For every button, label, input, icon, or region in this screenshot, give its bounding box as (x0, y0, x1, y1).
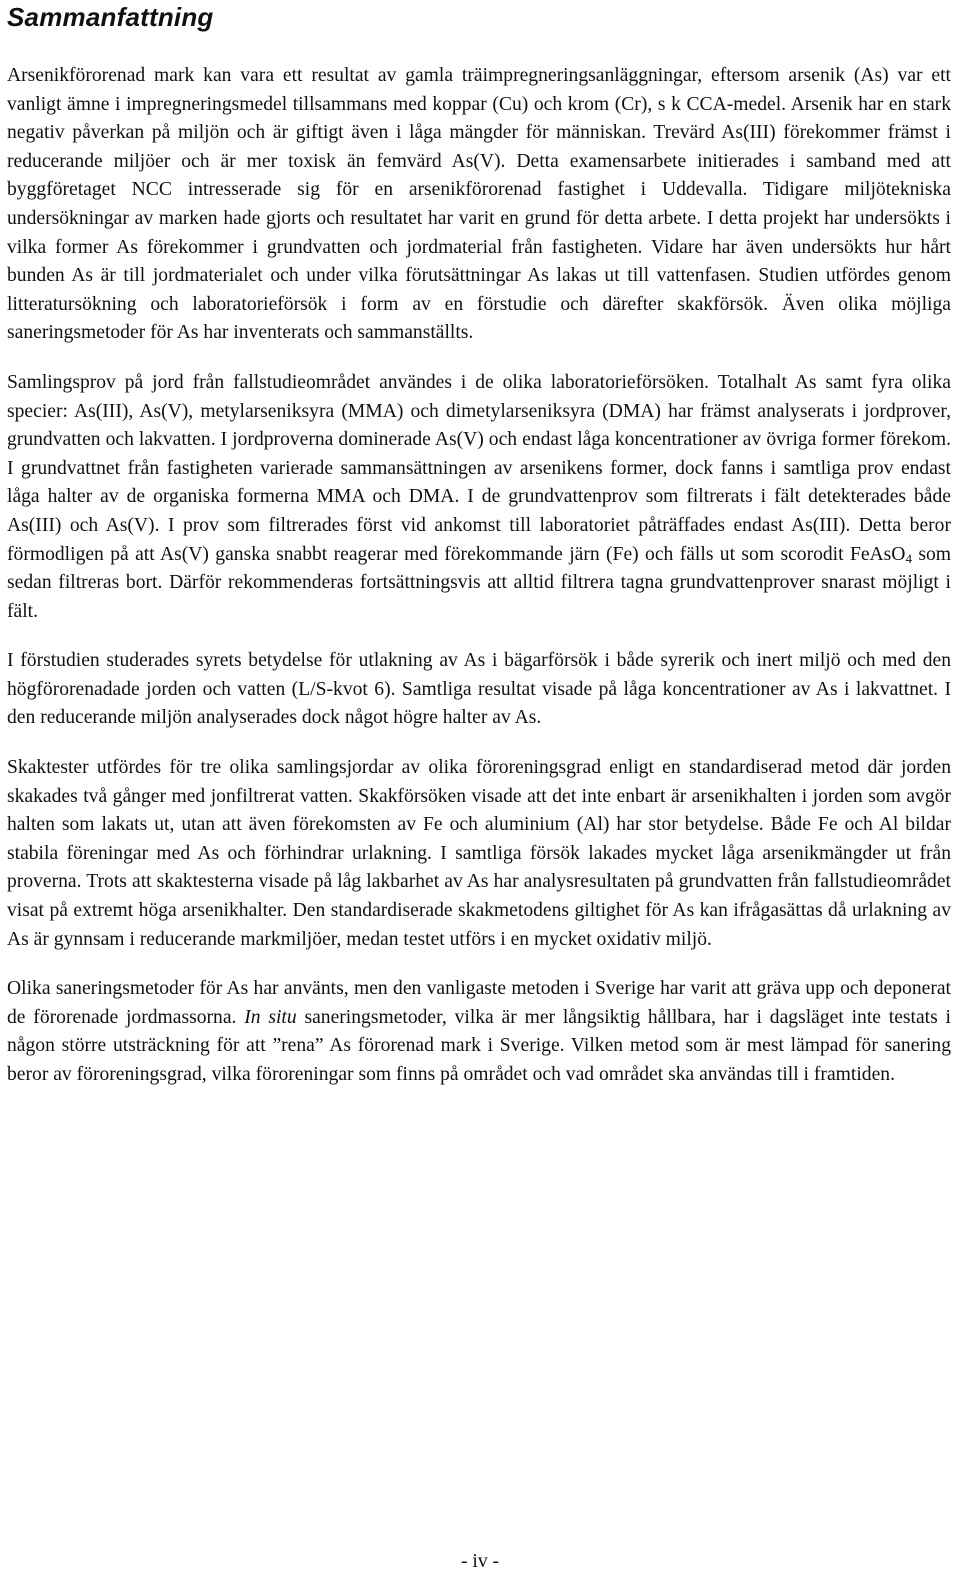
paragraph-text: som sedan filtreras bort. Därför rekommenderas fortsättningsvis att alltid filtrera tagna grundvattenprover snarast möjligt i fält. (7, 543, 951, 622)
formula-subscript: 4 (905, 550, 912, 566)
paragraph-prestudy: I förstudien studerades syrets betydelse för utlakning av As i bägarförsök i både syrerik och inert miljö och med den högförorenadade jorden och vatten (L/S-kvot 6). Samtliga resultat visade på låga koncentrationer av As i lakvattnet. I den reducerande miljön analyserades dock något högre halter av As. (7, 650, 951, 729)
paragraph-text: Olika saneringsmetoder för As har använts, men den vanligaste metoden i Sverige har varit att gräva upp och deponerat de förorenade jordmassorna. (7, 978, 951, 1028)
paragraph-text: saneringsmetoder, vilka är mer långsiktig hållbara, har i dagsläget inte testats i någon större utsträckning för att ”rena” As förorenad mark i Sverige. Vilken metod som är mest lämpad för sanering beror av föroreningsgrad, vilka föroreningar som finns på området och vad området ska användas till i framtiden. (7, 1006, 951, 1085)
paragraph-sampling-results (7, 369, 951, 626)
section-heading: Sammanfattning (7, 2, 214, 32)
italic-term: In situ (244, 1006, 297, 1028)
paragraph-introduction: Arsenikförorenad mark kan vara ett resultat av gamla träimpregneringsanläggningar, eftersom arsenik (As) var ett vanligt ämne i impregneringsmedel tillsammans med koppar (Cu) och krom (Cr), s k CCA-medel. Arsenik har en stark negativ påverkan på miljön och är giftigt även i låga mängder för människan. Trevärd As(III) förekommer främst i reducerande miljöer och är mer toxisk än femvärd As(V). Detta examensarbete initierades i samband med att byggföretaget NCC intresserade sig för en arsenikförorenad fastighet i Uddevalla. Tidigare miljötekniska undersökningar av marken hade gjorts och resultatet har varit en grund för detta arbete. I detta projekt har undersökts i vilka former As förekommer i grundvatten och jordmaterial från fastigheten. Vidare har även undersökts hur hårt bunden As är till jordmaterialet och under vilka förutsättningar As lakas ut till vattenfasen. Studien utfördes genom litteratursökning och laboratorieförsök i form av en förstudie och därefter skakförsök. Även olika möjliga saneringsmetoder för As har inventerats och sammanställts. (7, 65, 951, 344)
paragraph-shake-tests: Skaktester utfördes för tre olika samlingsjordar av olika föroreningsgrad enligt en standardiserad metod där jorden skakades två gånger med jonfiltrerat vatten. Skakförsöken visade att det inte enbart är arsenikhalten i jorden som avgör halten som lakats ut, utan att även förekomsten av Fe och aluminium (Al) har stor betydelse. Både Fe och Al bildar stabila föreningar med As och förhindrar urlakning. I samtliga försök lakades mycket låga arsenikmängder ut från proverna. Trots att skaktesterna visade på låg lakbarhet av As har analysresultaten på grundvatten från fallstudieområdet visat på extremt höga arsenikhalter. Den standardiserade skakmetodens giltighet för As kan ifrågasättas då urlakning av As är gynnsam i reducerande markmiljöer, medan testet utförs i en mycket oxidativ miljö. (7, 757, 951, 950)
page-number: - iv - (460, 1551, 500, 1572)
document-page (7, 0, 951, 1090)
paragraph-text: Samlingsprov på jord från fallstudieområdet användes i de olika laboratorieförsöken. Totalhalt As samt fyra olika specier: As(III), As(V), metylarseniksyra (MMA) och dimetylarseniksyra (DMA) har främst analyserats i jordprover, grundvatten och lakvatten. I jordproverna dominerade As(V) och endast låga koncentrationer av övriga former förekom. I grundvattnet från fastigheten varierade sammansättningen av arsenikens former, dock fanns i samtliga prov endast låga halter av de organiska formerna MMA och DMA. I de grundvattenprov som filtrerats i fält detekterades både As(III) och As(V). I prov som filtrerades först vid ankomst till laboratoriet påträffades endast As(III). Detta beror förmodligen på att As(V) ganska snabbt reagerar med förekommande järn (Fe) och fälls ut som scorodit FeAsO (7, 371, 951, 565)
paragraph-remediation (7, 975, 951, 1089)
